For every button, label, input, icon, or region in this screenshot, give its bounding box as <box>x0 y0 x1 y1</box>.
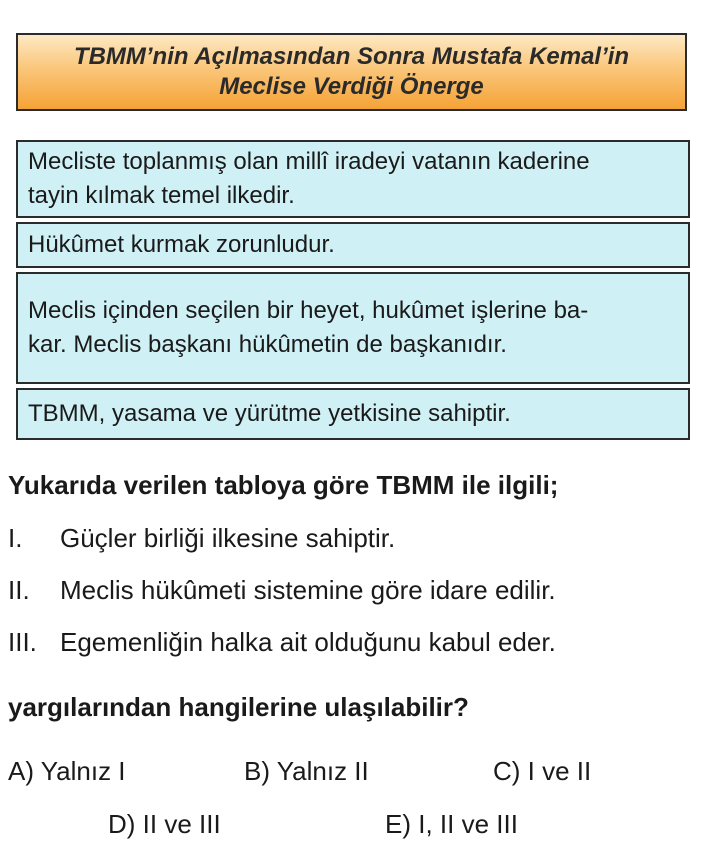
table-row-line: TBMM, yasama ve yürütme yetkisine sahiptir. <box>28 400 511 427</box>
statement-text: Güçler birliği ilkesine sahiptir. <box>60 523 396 553</box>
table-row <box>16 272 690 384</box>
statement-number: II. <box>8 575 30 605</box>
question-followup: yargılarından hangilerine ulaşılabilir? <box>8 692 469 722</box>
statement-item <box>8 627 556 658</box>
table-row <box>16 140 690 218</box>
answer-option-c[interactable]: C) I ve II <box>493 756 592 786</box>
table-row <box>16 388 690 440</box>
table-title-line-1: TBMM’nin Açılmasından Sonra Mustafa Kemal’in <box>73 43 630 70</box>
question-stem: Yukarıda verilen tabloya göre TBMM ile ilgili; <box>8 470 559 500</box>
proposal-table <box>16 140 690 440</box>
table-row <box>16 222 690 268</box>
statement-text: Meclis hükûmeti sistemine göre idare edilir. <box>60 575 556 605</box>
table-row-text <box>28 145 590 213</box>
statement-item <box>8 523 395 554</box>
answer-option-b[interactable]: B) Yalnız II <box>244 756 369 786</box>
statement-number: III. <box>8 627 37 657</box>
table-title-line-2: Meclise Verdiği Önerge <box>219 73 484 100</box>
statement-item <box>8 575 556 606</box>
answer-option-e[interactable]: E) I, II ve III <box>385 809 518 839</box>
table-row-line: Mecliste toplanmış olan millî iradeyi vatanın kaderine <box>28 148 590 175</box>
table-row-line: tayin kılmak temel ilkedir. <box>28 182 295 209</box>
table-row-line: Hükûmet kurmak zorunludur. <box>28 231 335 258</box>
table-row-text <box>28 294 588 362</box>
answer-option-d[interactable]: D) II ve III <box>108 809 221 839</box>
table-row-line: Meclis içinden seçilen bir heyet, hukûmet işlerine ba- <box>28 297 589 324</box>
table-row-line: kar. Meclis başkanı hükûmetin de başkanıdır. <box>28 331 507 358</box>
statement-text: Egemenliğin halka ait olduğunu kabul eder. <box>60 627 556 657</box>
table-title-box <box>16 33 687 111</box>
statement-number: I. <box>8 523 23 553</box>
answer-option-a[interactable]: A) Yalnız I <box>8 756 126 786</box>
